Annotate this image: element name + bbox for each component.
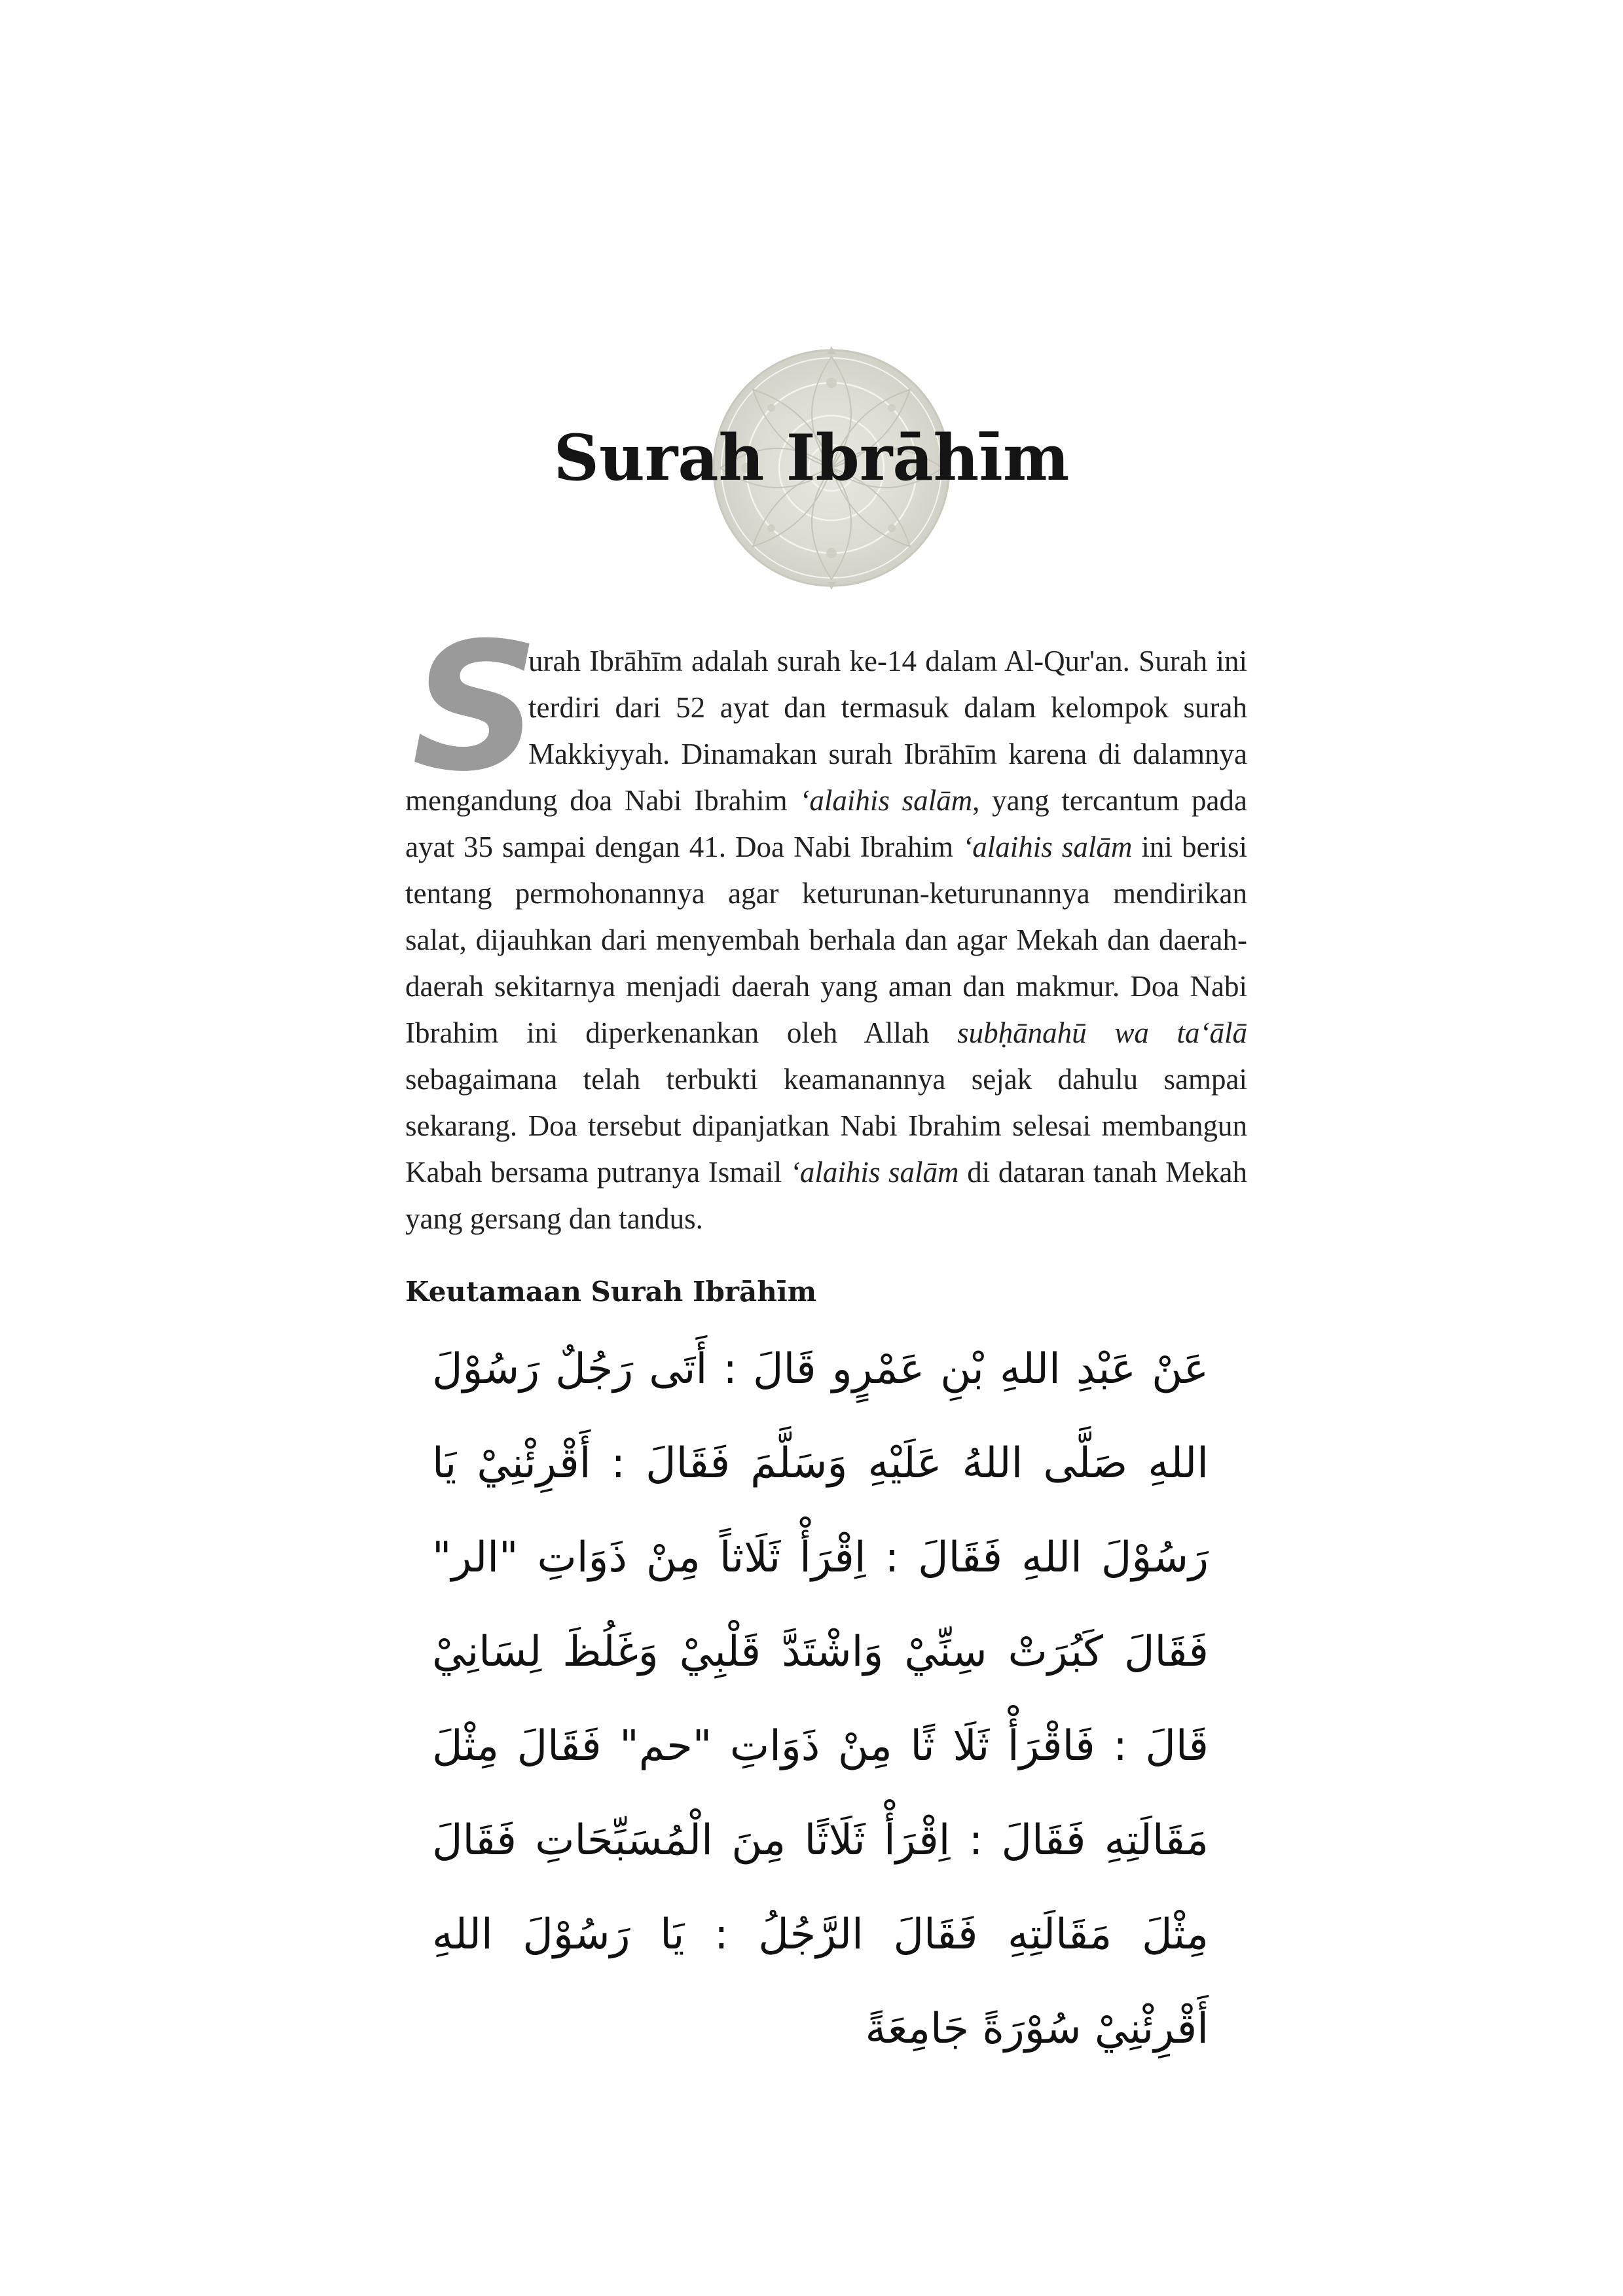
intro-text-5: di dataran tanah Mekah yang gersang dan tandus. — [405, 1156, 1247, 1235]
intro-text-3: ini berisi tentang permohonannya agar keturunan-keturunannya mendirikan salat, dijauhkan dari menyembah berhala dan agar Mekah dan daerah-daerah sekitarnya menjadi daerah yang aman dan makmur. Doa Nabi Ibrahim ini diperkenankan oleh Allah — [405, 831, 1247, 1049]
drop-cap-letter: S — [412, 604, 539, 810]
intro-italic-3: subḥānahū wa ta‘ālā — [957, 1016, 1247, 1049]
section-heading: Keutamaan Surah Ibrāhīm — [405, 1276, 817, 1308]
drop-cap — [405, 604, 539, 810]
arabic-hadith-text: عَنْ عَبْدِ اللهِ بْنِ عَمْرٍو قَالَ : أَتَى رَجُلٌ رَسُوْلَ اللهِ صَلَّى اللهُ عَلَيْهِ وَسَلَّمَ فَقَالَ : أَقْرِئْنِيْ يَا رَسُوْلَ اللهِ فَقَالَ : اِقْرَأْ ثَلَاثاً مِنْ ذَوَاتِ "الر" فَقَالَ كَبُرَتْ سِنِّيْ وَاشْتَدَّ قَلْبِيْ وَغَلُظَ لِسَانِيْ قَالَ : فَاقْرَأْ ثَلَا ثًا مِنْ ذَوَاتِ "حم" فَقَالَ مِثْلَ مَقَالَتِهِ فَقَالَ : اِقْرَأْ ثَلَاثًا مِنَ الْمُسَبِّحَاتِ فَقَالَ مِثْلَ مَقَالَتِهِ فَقَالَ الرَّجُلُ : يَا رَسُوْلَ اللهِ أَقْرِئْنِيْ سُوْرَةً جَامِعَةً — [432, 1345, 1209, 2053]
intro-italic-4: ‘alaihis salām — [790, 1156, 959, 1189]
intro-text-4: sebagaimana telah terbukti keamanannya sejak dahulu sampai sekarang. Doa tersebut dipanjatkan Nabi Ibrahim selesai membangun Kabah bersama putranya Ismail — [405, 1063, 1247, 1189]
page-title: Surah Ibrāhīm — [553, 421, 1070, 495]
intro-text-1: urah Ibrāhīm adalah surah ke-14 dalam Al-Qur'an. Surah ini terdiri dari 52 ayat dan termasuk dalam kelompok surah Makkiyyah. Dinamakan surah Ibrāhīm karena di dalamnya mengandung doa Nabi Ibrahim — [405, 645, 1247, 817]
intro-text-2: , yang tercantum pada ayat 35 sampai dengan 41. Doa Nabi Ibrahim — [405, 784, 1247, 863]
intro-italic-2: ‘alaihis salām — [962, 831, 1133, 863]
intro-paragraph — [405, 604, 1247, 1242]
intro-italic-1: ‘alaihis salām — [799, 784, 973, 817]
